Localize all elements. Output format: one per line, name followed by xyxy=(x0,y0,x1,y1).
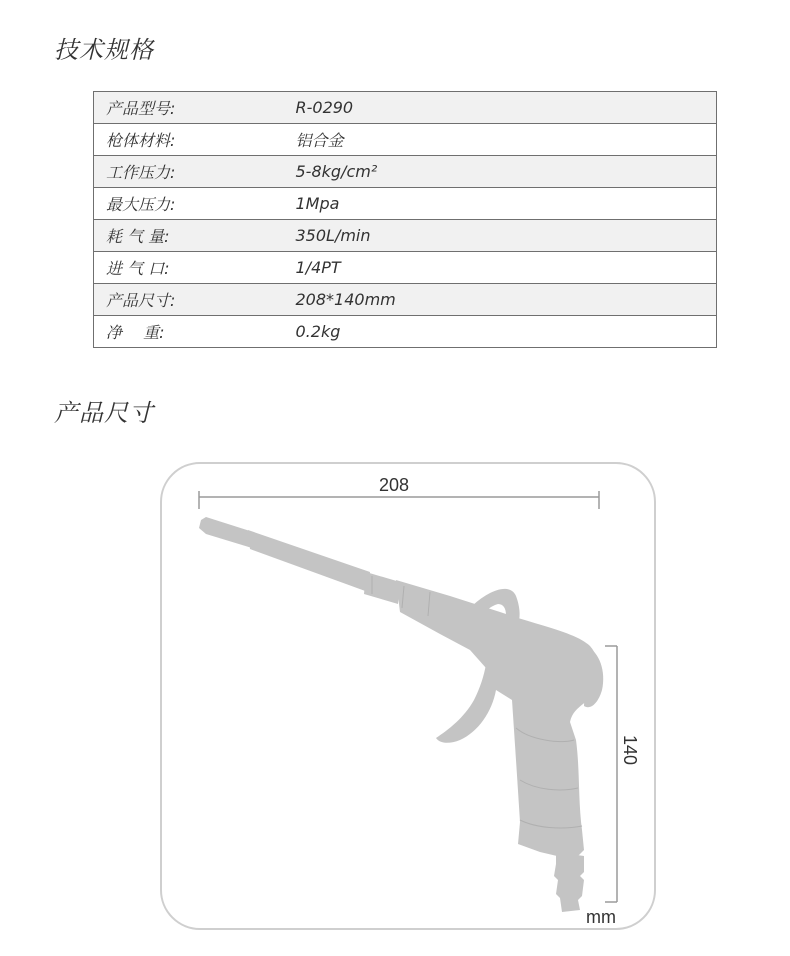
spec-value: 铝合金 xyxy=(284,124,717,156)
air-gun-icon xyxy=(199,517,603,912)
height-dimension-line xyxy=(605,646,617,902)
spec-value: 1Mpa xyxy=(284,188,717,220)
spec-value: 5-8kg/cm² xyxy=(284,156,717,188)
unit-label: mm xyxy=(586,907,616,927)
spec-value: R-0290 xyxy=(284,92,717,124)
width-dimension-label: 208 xyxy=(379,475,410,495)
spec-value: 350L/min xyxy=(284,220,717,252)
spec-label: 产品尺寸: xyxy=(94,284,284,316)
spec-label: 工作压力: xyxy=(94,156,284,188)
spec-value: 208*140mm xyxy=(284,284,717,316)
spec-value: 0.2kg xyxy=(284,316,717,348)
height-dimension-label: 140 xyxy=(620,735,640,766)
spec-label: 净 重: xyxy=(94,316,284,348)
spec-label: 最大压力: xyxy=(94,188,284,220)
spec-label: 产品型号: xyxy=(94,92,284,124)
section-title-specs: 技术规格 xyxy=(54,36,154,64)
spec-label: 枪体材料: xyxy=(94,124,284,156)
spec-value: 1/4PT xyxy=(284,252,717,284)
section-title-dimensions: 产品尺寸 xyxy=(54,399,154,427)
spec-label: 耗 气 量: xyxy=(94,220,284,252)
spec-label: 进 气 口: xyxy=(94,252,284,284)
